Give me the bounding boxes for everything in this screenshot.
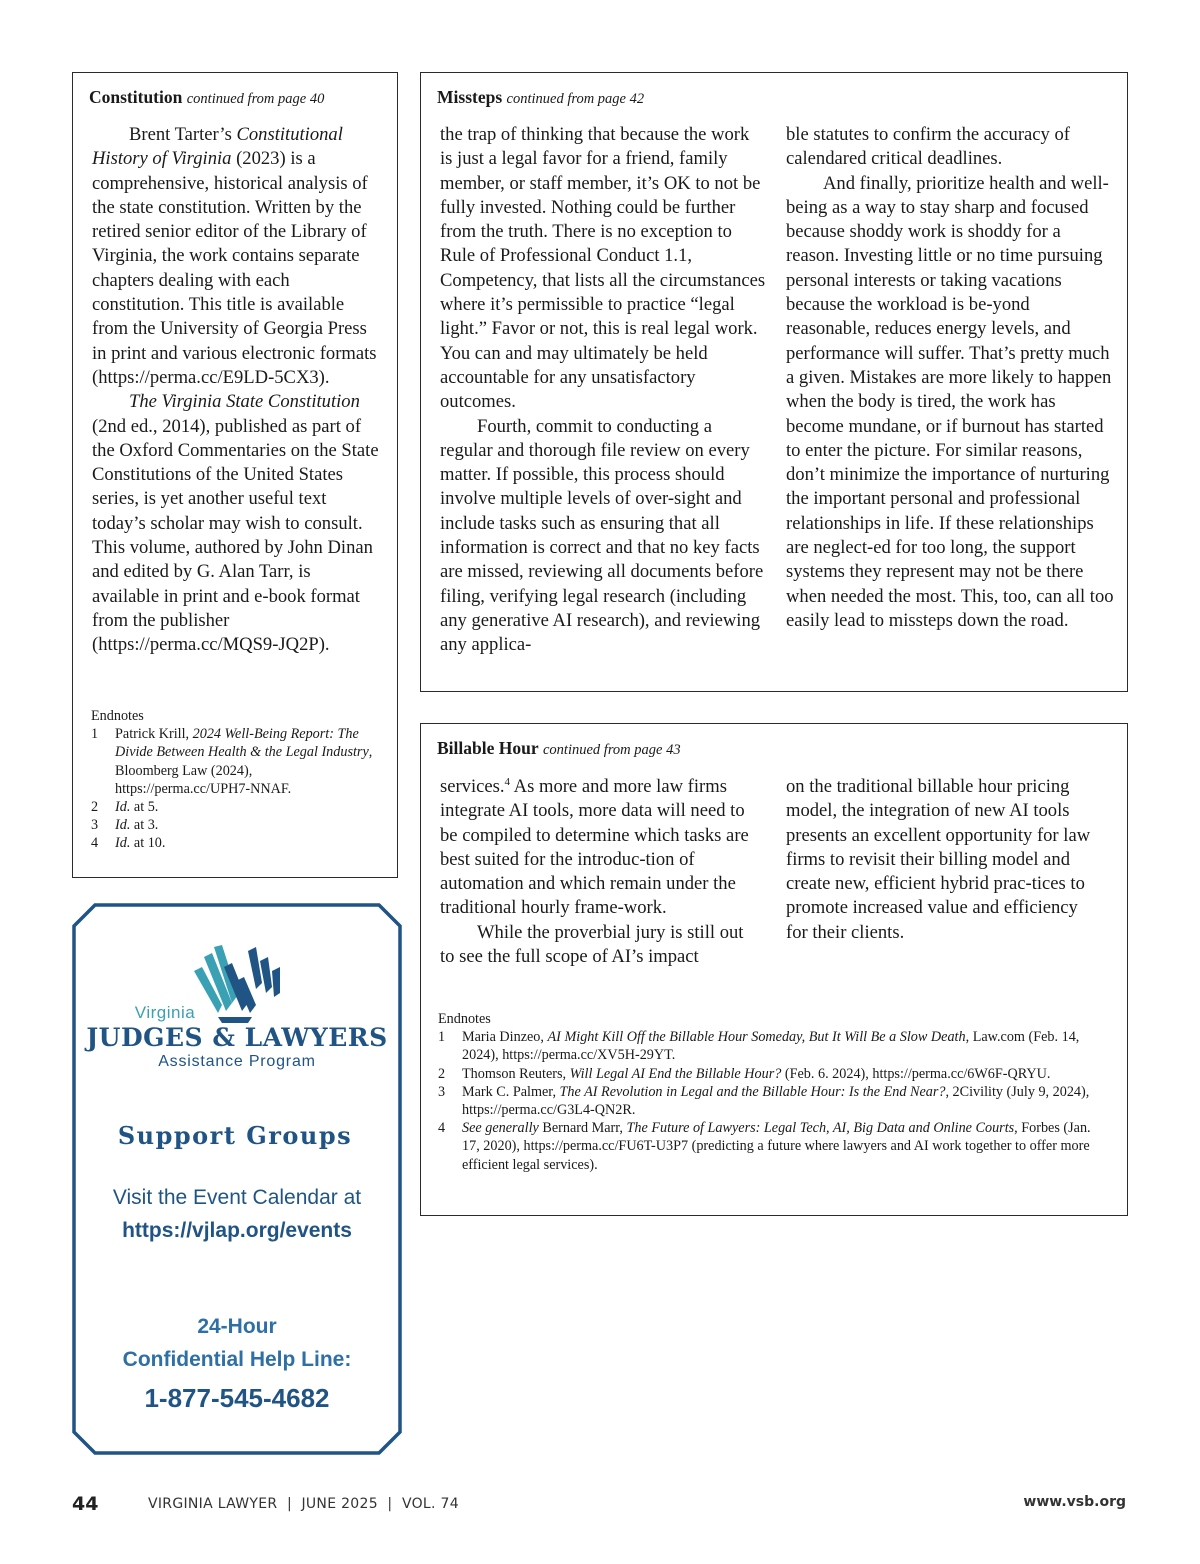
missteps-column-1	[440, 123, 766, 658]
italic-text: Id.	[115, 799, 131, 816]
text-run: Mark C. Palmer,	[462, 1083, 560, 1100]
italic-text: The Virginia State Constitution	[129, 391, 360, 413]
text-run: at 5.	[130, 799, 159, 816]
page-number: 44	[72, 1493, 99, 1515]
endnote-number: 3	[438, 1083, 446, 1100]
billable-hour-continued: continued from page 43	[542, 742, 681, 758]
text-run: (2023) is a comprehensive, historical analysis of the state constitution. Written by the retired senior editor of the Library of Virginia, the work contains separate chapters dealing with each constitution. This title is available from the University of Georgia Press in print and various electronic formats (https://perma.cc/E9LD-5CX3).	[92, 148, 377, 388]
text-run: Bernard Marr,	[538, 1120, 627, 1137]
missteps-title	[437, 86, 644, 110]
missteps-col2-para-2: And finally, prioritize health and well-being as a way to stay sharp and focused because shoddy work is shoddy for a reason. Investing little or no time pursuing personal interests or taking vacations because the workload is be-yond reasonable, reduces energy levels, and performance will suffer. That’s pretty much a given. Mistakes are more likely to happen when the body is tired, the work has become mundane, or if burnout has started to enter the picture. For similar reasons, don’t minimize the importance of nurturing the important personal and professional relationships in life. If these relationships are neglect-ed for too long, the support systems they represent may not be there when needed the most. This, too, can all too easily lead to missteps down the road.	[786, 172, 1114, 631]
publication-info: VIRGINIA LAWYER | JUNE 2025 | VOL. 74	[148, 1496, 459, 1512]
constitution-endnotes	[91, 707, 383, 853]
text-run: (Feb. 6. 2024), https://perma.cc/6W6F-QRYU.	[781, 1065, 1051, 1082]
constitution-continued: continued from page 40	[186, 91, 325, 107]
endnote-item	[438, 1119, 1098, 1174]
vjlap-advertisement	[72, 903, 402, 1455]
endnote-number: 2	[438, 1065, 446, 1082]
constitution-heading: Constitution	[89, 87, 183, 107]
italic-text: AI Might Kill Off the Billable Hour Someday, But It Will Be a Slow Death	[547, 1029, 966, 1046]
endnote-item	[438, 1083, 1098, 1119]
events-link[interactable]: https://vjlap.org/events	[122, 1219, 352, 1242]
endnote-item	[91, 725, 383, 798]
endnote-item	[91, 798, 383, 816]
italic-text: Constitutional History of Virginia	[92, 124, 343, 170]
text-run: , 2Civility (July 9, 2024), https://perma.cc/G3L4-QN2R.	[462, 1083, 1090, 1119]
text-run: Brent Tarter’s	[129, 124, 237, 145]
billable-endnotes-heading: Endnotes	[438, 1011, 491, 1027]
text-run: , Bloomberg Law (2024), https://perma.cc/UPH7-NNAF.	[115, 744, 373, 797]
billable-endnotes-list	[438, 1028, 1098, 1174]
endnote-item	[91, 816, 383, 834]
italic-text: Id.	[115, 835, 131, 852]
billable-col2-para-1: on the traditional billable hour pricing model, the integration of new AI tools presents an excellent opportunity for law firms to revisit their billing model and create new, efficient hybrid prac-tices to promote increased value and efficiency for their clients.	[786, 776, 1091, 943]
billable-endnotes	[438, 1010, 1098, 1174]
endnote-number: 2	[91, 799, 99, 816]
constitution-body	[92, 123, 382, 658]
endnote-item	[91, 834, 383, 852]
text-run: at 3.	[130, 817, 159, 834]
missteps-col2-para-1: ble statutes to confirm the accuracy of calendared critical deadlines.	[786, 124, 1070, 170]
billable-col1-text: As more and more law firms integrate AI tools, more data will need to be compiled to determine which tasks are best suited for the introduc-tion of automation and which remain under the traditional hourly frame-work.	[440, 776, 749, 919]
endnote-number: 4	[438, 1120, 446, 1137]
endnotes-heading: Endnotes	[91, 708, 144, 724]
constitution-para-1	[92, 123, 382, 390]
billable-services-text: services.	[440, 776, 505, 797]
endnote-number: 1	[438, 1029, 446, 1046]
constitution-para-2	[92, 390, 382, 657]
billable-col1-para-1	[440, 775, 756, 921]
italic-text: See generally	[462, 1120, 539, 1137]
text-run: , Forbes (Jan. 17, 2020), https://perma.cc/FU6T-U3P7 (predicting a future where lawyers and AI work together to offer more efficient legal services).	[462, 1120, 1091, 1173]
endnote-number: 3	[91, 817, 99, 834]
footnote-ref: 4	[504, 775, 511, 788]
billable-hour-title	[437, 737, 681, 761]
missteps-col1-para-2: Fourth, commit to conducting a regular and thorough file review on every matter. If possible, this process should involve multiple levels of over-sight and include tasks such as ensuring that all information is correct and that no key facts are missed, reviewing all documents before filing, verifying legal research (including any generative AI research), and reviewing any applica-	[440, 415, 764, 656]
helpline-label-2: Confidential Help Line:	[122, 1348, 352, 1371]
endnote-item	[438, 1065, 1098, 1083]
text-run: Maria Dinzeo,	[462, 1029, 548, 1046]
text-run: Patrick Krill,	[115, 726, 193, 743]
logo-main-text: JUDGES & LAWYERS	[86, 1023, 388, 1052]
logo-sub-text: Assistance Program	[158, 1053, 316, 1070]
text-run: Thomson Reuters,	[462, 1065, 570, 1082]
italic-text: Id.	[115, 817, 131, 834]
constitution-title	[89, 86, 324, 110]
helpline-label-1: 24-Hour	[197, 1315, 277, 1338]
text-run: at 10.	[130, 835, 166, 852]
italic-text: 2024 Well-Being Report: The Divide Between Health & the Legal Industry	[115, 726, 369, 761]
italic-text: Will Legal AI End the Billable Hour?	[569, 1065, 782, 1082]
missteps-continued: continued from page 42	[506, 91, 645, 107]
italic-text: The Future of Lawyers: Legal Tech, AI, Big Data and Online Courts	[626, 1120, 1015, 1137]
logo-virginia-text: Virginia	[134, 1003, 196, 1022]
visit-calendar-text: Visit the Event Calendar at	[112, 1186, 362, 1209]
billable-hour-heading: Billable Hour	[437, 738, 539, 758]
endnotes-list	[91, 725, 383, 852]
italic-text: The AI Revolution in Legal and the Billable Hour: Is the End Near?	[559, 1083, 946, 1100]
endnote-item	[438, 1028, 1098, 1064]
billable-column-2	[786, 775, 1104, 945]
support-groups-heading: Support Groups	[117, 1121, 353, 1150]
missteps-heading: Missteps	[437, 87, 503, 107]
missteps-column-2	[786, 123, 1114, 633]
helpline-phone[interactable]: 1-877-545-4682	[144, 1383, 330, 1413]
endnote-number: 4	[91, 835, 99, 852]
text-run: , Law.com (Feb. 14, 2024), https://perma.cc/XV5H-29YT.	[462, 1029, 1080, 1064]
billable-col1-para-2: While the proverbial jury is still out to see the full scope of AI’s impact	[440, 921, 744, 968]
text-run: (2nd ed., 2014), published as part of the Oxford Commentaries on the State Constitutions of the United States series, is yet another useful text today’s scholar may wish to consult. This volume, authored by John Dinan and edited by G. Alan Tarr, is available in print and e-book format from the publisher (https://perma.cc/MQS9-JQ2P).	[92, 415, 379, 656]
missteps-col1-para-1: the trap of thinking that because the work is just a legal favor for a friend, family member, or staff member, it’s OK to not be fully invested. Nothing could be further from the truth. There is no exception to Rule of Professional Conduct 1.1, Competency, that lists all the circumstances where it’s permissible to practice “legal light.” Favor or not, this is real legal work. You can and may ultimately be held accountable for any unsatisfactory outcomes.	[440, 124, 766, 413]
billable-column-1	[440, 775, 756, 969]
endnote-number: 1	[91, 726, 99, 743]
website-link[interactable]: www.vsb.org	[1023, 1494, 1126, 1510]
